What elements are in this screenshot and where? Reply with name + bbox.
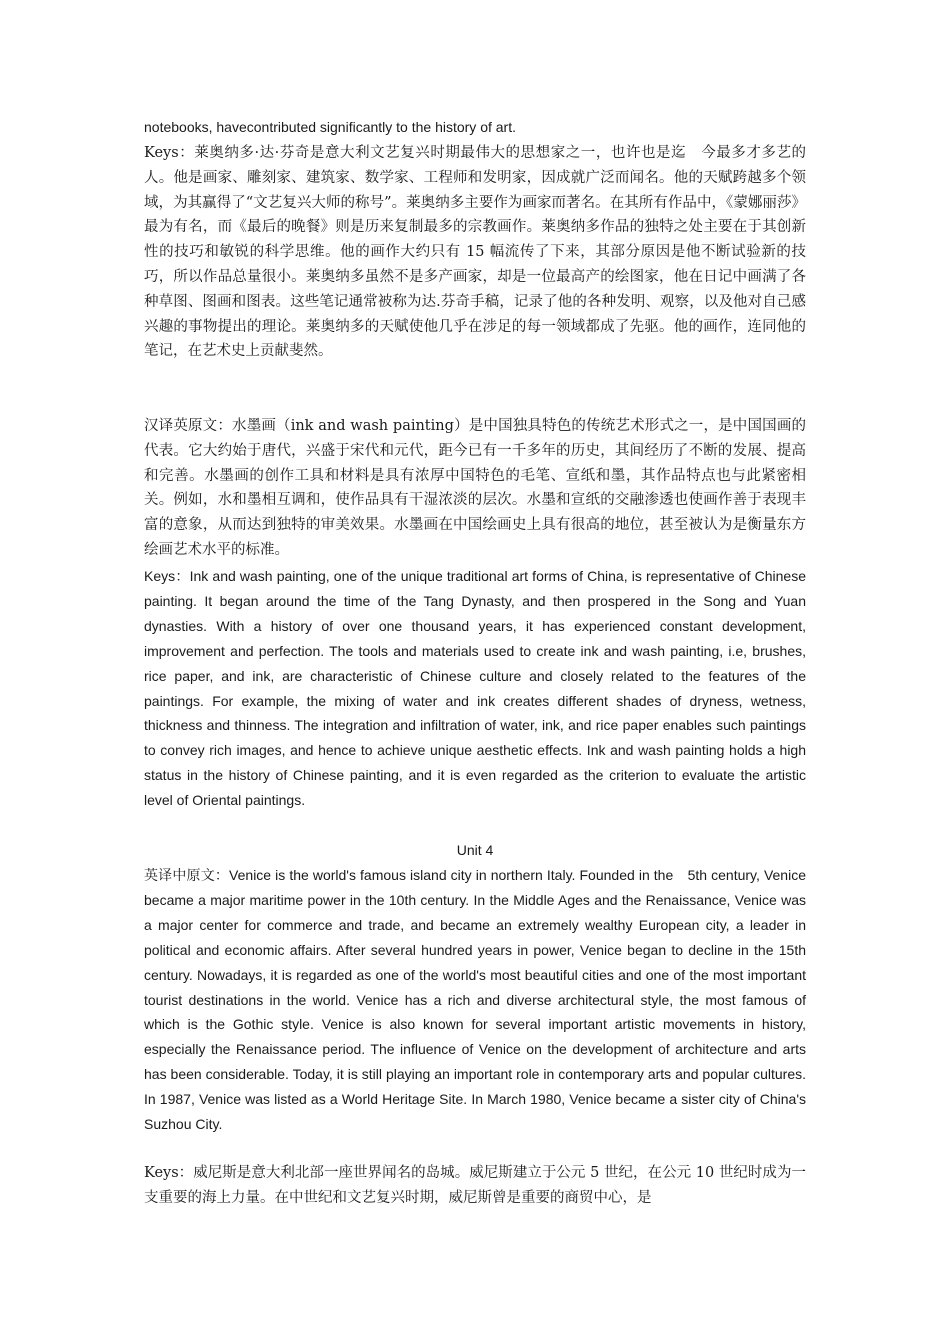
venice-keys-paragraph: Keys：威尼斯是意大利北部一座世界闻名的岛城。威尼斯建立于公元 5 世纪，在公元 10 世纪时成为一支重要的海上力量。在中世纪和文艺复兴时期，威尼斯曾是重要的商贸中心，是 bbox=[144, 1165, 806, 1206]
venice-original-paragraph: 英译中原文：Venice is the world's famous island city in northern Italy. Founded in the 5th century, Venice became a major maritime power in the 10th century. In the Middle Ages and the Renaissance, Venice was a major center for commerce and trade, and became an extremely wealthy European city, a leader in political and economic affairs. After several hundred years in power, Venice began to decline in the 15th century. Nowadays, it is regarded as one of the world's most beautiful cities and one of the most important tourist destinations in the world. Venice has a rich and diverse architectural style, the most famous of which is the Gothic style. Venice is also known for several important artistic movements in history, especially the Renaissance period. The influence of Venice on the development of architecture and arts has been considerable. Today, it is still playing an important role in contemporary arts and popular cultures. In 1987, Venice was listed as a World Heritage Site. In March 1980, Venice became a sister city of China's Suzhou City. bbox=[144, 867, 806, 1133]
intro-line: notebooks, havecontributed significantly to the history of art. bbox=[144, 119, 516, 135]
ink-wash-original-paragraph: 汉译英原文：水墨画（ink and wash painting）是中国独具特色的传统艺术形式之一，是中国国画的代表。它大约始于唐代，兴盛于宋代和元代，距今已有一千多年的历史，其间经历了不断的发展、提高和完善。水墨画的创作工具和材料是具有浓厚中国特色的毛笔、宣纸和墨，其作品特点也与此紧密相关。例如，水和墨相互调和，使作品具有干湿浓淡的层次。水墨和宣纸的交融渗透也使画作善于表现丰富的意象，从而达到独特的审美效果。水墨画在中国绘画史上具有很高的地位，甚至被认为是衡量东方绘画艺术水平的标准。 bbox=[144, 418, 806, 558]
leonardo-keys-paragraph: Keys：莱奥纳多·达·芬奇是意大利文艺复兴时期最伟大的思想家之一，也许也是迄 今最多才多艺的人。他是画家、雕刻家、建筑家、数学家、工程师和发明家，因成就广泛而闻名。他的天赋跨越多个领域，为其赢得了“文艺复兴大师的称号”。莱奥纳多主要作为画家而著名。在其所有作品中，《蒙娜丽莎》最为有名，而《最后的晚餐》则是历来复制最多的宗教画作。莱奥纳多作品的独特之处主要在于其创新性的技巧和敏锐的科学思维。他的画作大约只有 15 幅流传了下来，其部分原因是他不断试验新的技巧，所以作品总量很小。莱奥纳多虽然不是多产画家，却是一位最高产的绘图家，他在日记中画满了各种草图、图画和图表。这些笔记通常被称为达.芬奇手稿，记录了他的各种发明、观察，以及他对自己感兴趣的事物提出的理论。莱奥纳多的天赋使他几乎在涉足的每一领域都成了先驱。他的画作，连同他的笔记，在艺术史上贡献斐然。 bbox=[144, 145, 806, 360]
ink-wash-keys-paragraph: Keys：Ink and wash painting, one of the unique traditional art forms of China, is representative of Chinese painting. It began around the time of the Tang Dynasty, and then prospered in the Song and Yuan dynasties. With a history of over one thousand years, it has experienced constant development, improvement and perfection. The tools and materials used to create ink and wash painting, i.e, brushes, rice paper, and ink, are characteristic of Chinese culture and closely related to the features of the paintings. For example, the mixing of water and ink creates different shades of dryness, wetness, thickness and thinness. The integration and infiltration of water, ink, and rice paper enables such paintings to convey rich images, and hence to achieve unique aesthetic effects. Ink and wash painting holds a high status in the history of Chinese painting, and it is even regarded as the criterion to evaluate the artistic level of Oriental paintings. bbox=[144, 568, 806, 809]
unit-heading: Unit 4 bbox=[456, 842, 494, 858]
